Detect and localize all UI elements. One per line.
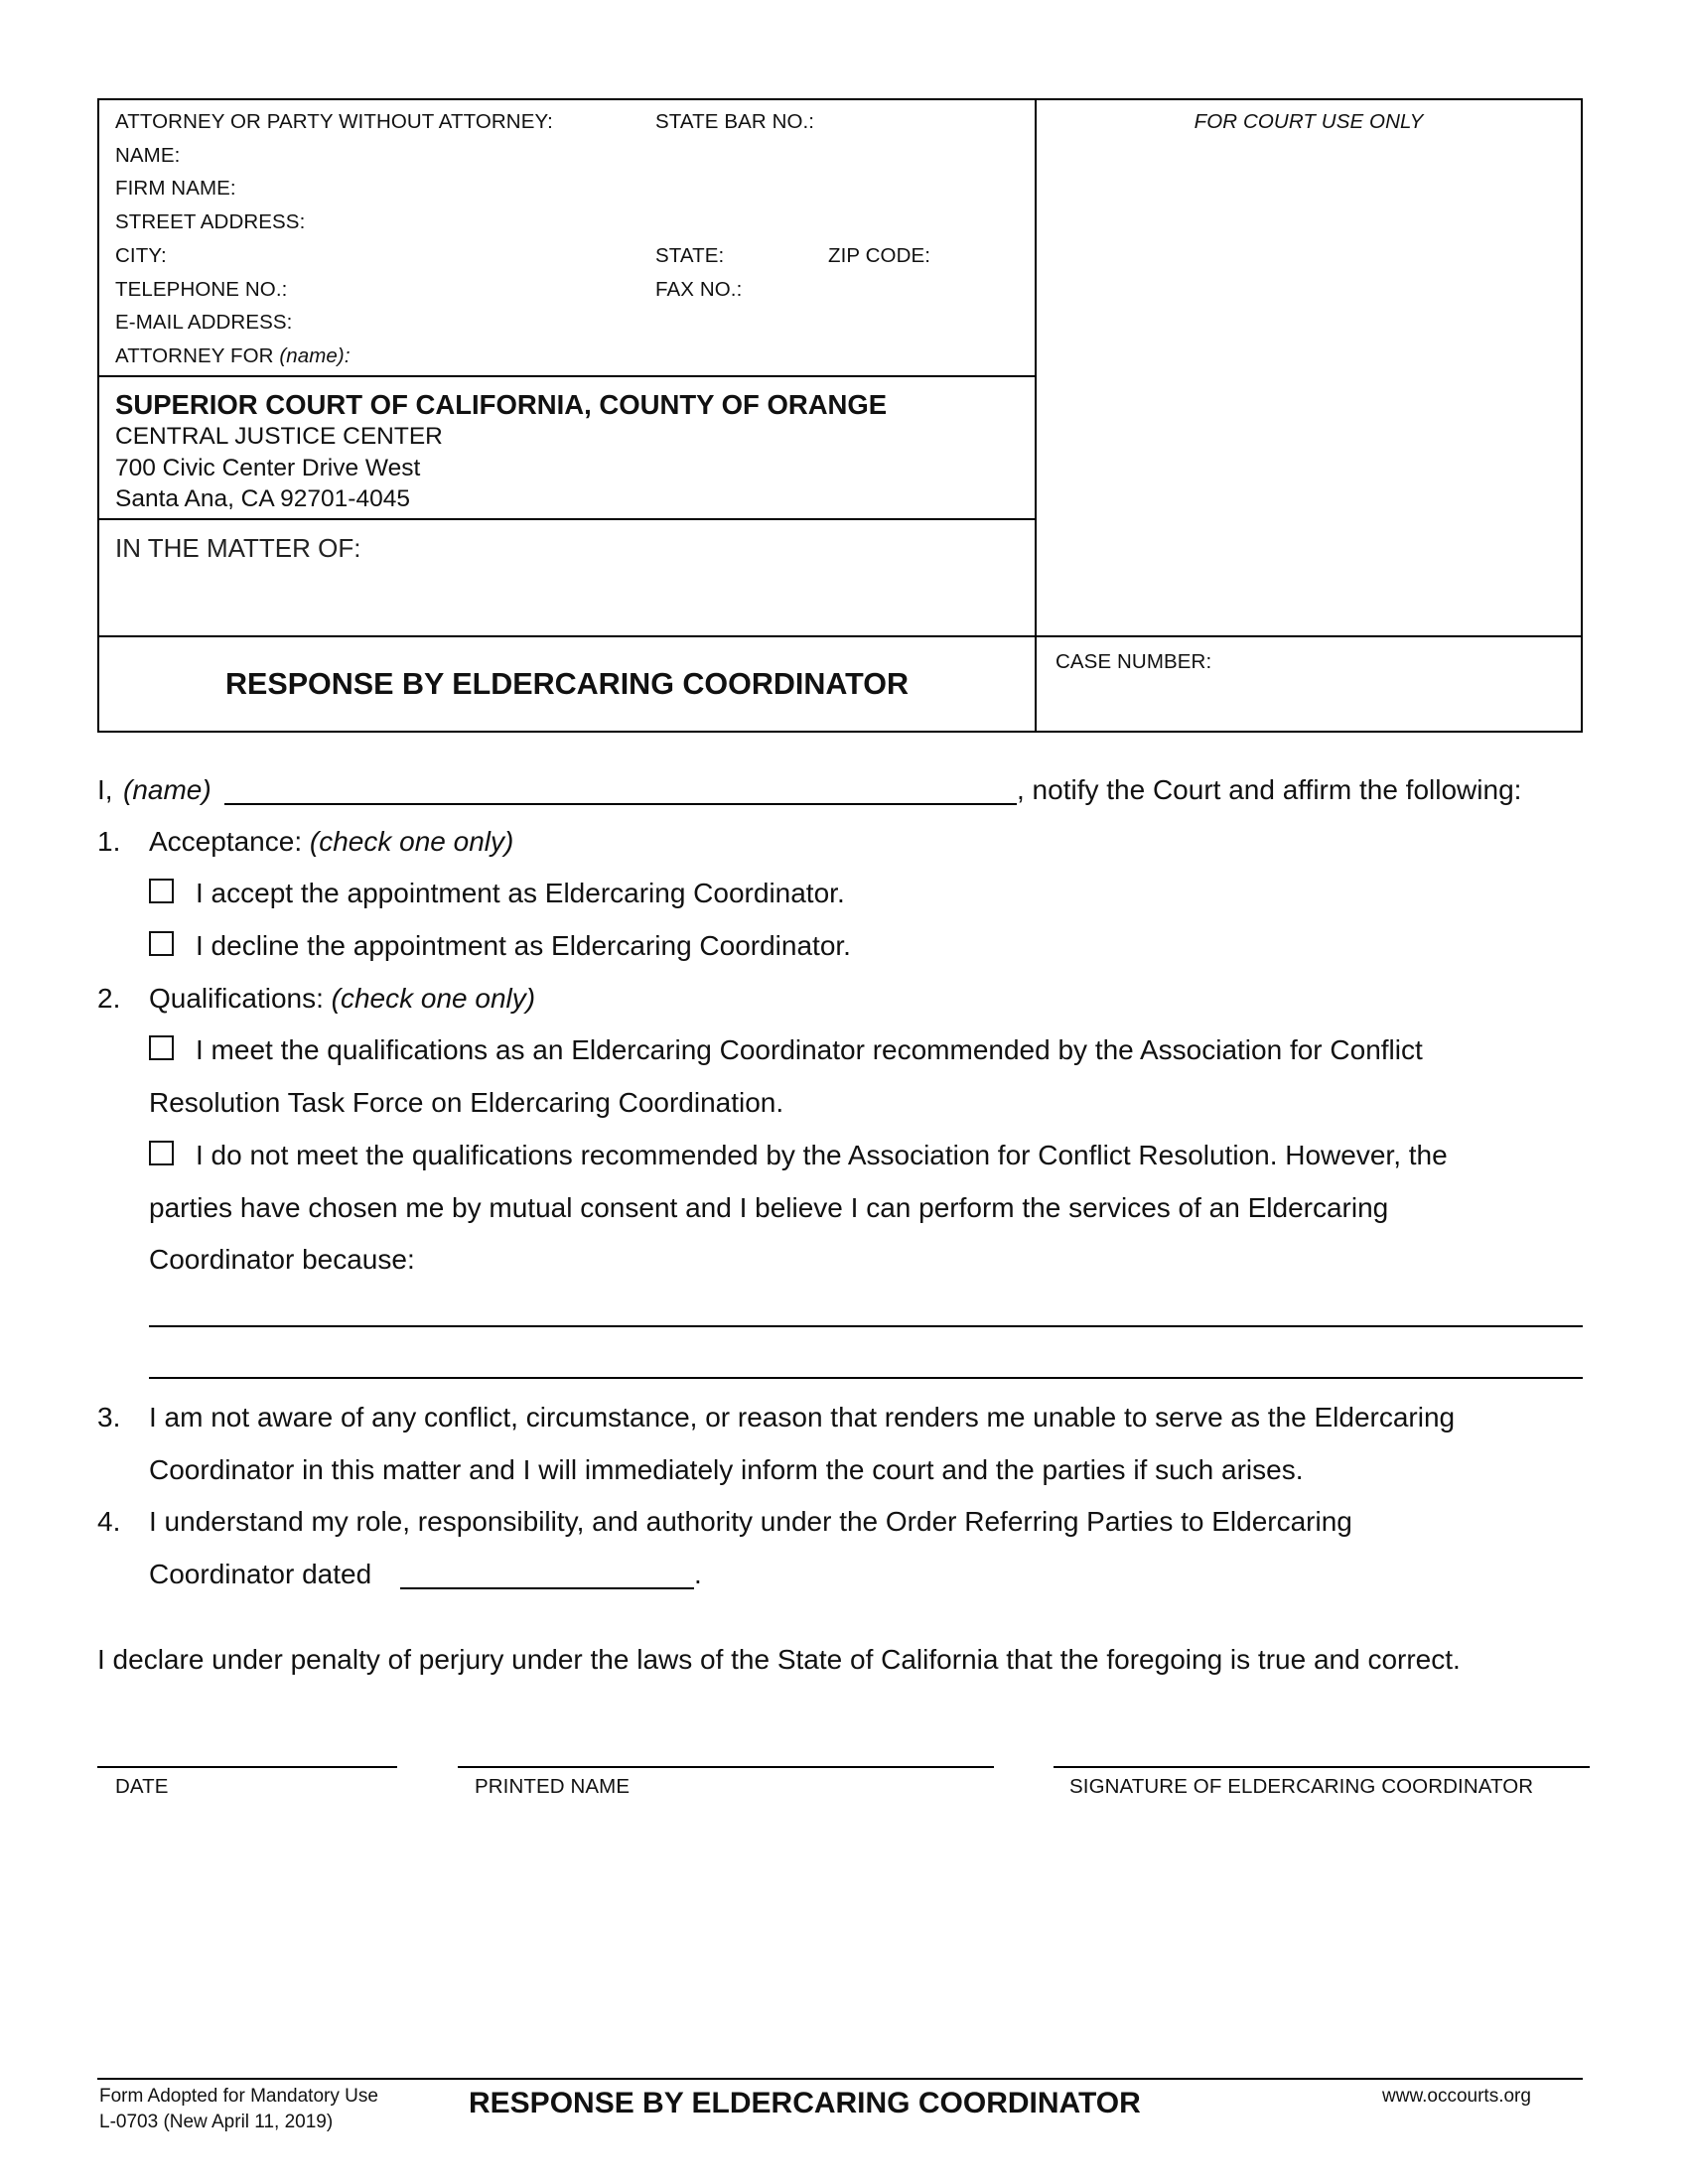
date-line[interactable] [97, 1766, 397, 1768]
not-meet-qualifications-checkbox[interactable] [149, 1141, 174, 1165]
intro-rest: , notify the Court and affirm the following: [1017, 774, 1522, 805]
item3-line1: I am not aware of any conflict, circumstance, or reason that renders me unable to serve as the Eldercaring [149, 1402, 1456, 1433]
zip-code-label: ZIP CODE: [828, 244, 931, 267]
name-field-line[interactable] [224, 803, 1017, 805]
printed-name-label: PRINTED NAME [475, 1775, 631, 1798]
printed-name-line[interactable] [458, 1766, 994, 1768]
intro-name-hint [123, 774, 211, 806]
item1-number: 1. [97, 826, 121, 857]
city-label: CITY: [115, 244, 167, 267]
attorney-label: ATTORNEY OR PARTY WITHOUT ATTORNEY: [115, 110, 553, 133]
not-meet-qualifications-line3: Coordinator because: [149, 1244, 415, 1275]
item2-heading [149, 983, 535, 1015]
attorney-for-text: ATTORNEY FOR [115, 344, 274, 367]
form-title: RESPONSE BY ELDERCARING COORDINATOR [224, 667, 910, 701]
fax-label: FAX NO.: [655, 278, 743, 301]
case-number-label: CASE NUMBER: [1055, 650, 1212, 673]
court-center: CENTRAL JUSTICE CENTER [115, 423, 443, 450]
state-label: STATE: [655, 244, 725, 267]
footer-title: RESPONSE BY ELDERCARING COORDINATOR [469, 2087, 1141, 2119]
not-meet-qualifications-line1: I do not meet the qualifications recommended by the Association for Conflict Resolution. However, the [196, 1140, 1448, 1170]
item3-line2: Coordinator in this matter and I will immediately inform the court and the parties if such arises. [149, 1454, 1304, 1485]
not-meet-qualifications-line2: parties have chosen me by mutual consent and I believe I can perform the services of an Eldercaring [149, 1192, 1389, 1223]
item2-number: 2. [97, 983, 121, 1014]
item1-label: Acceptance: [149, 826, 303, 857]
accept-checkbox[interactable] [149, 879, 174, 903]
state-bar-label: STATE BAR NO.: [655, 110, 815, 133]
footer-website[interactable]: www.occourts.org [1382, 2086, 1531, 2107]
footer-rule [97, 2078, 1583, 2080]
item3-number: 3. [97, 1402, 121, 1433]
item2-label: Qualifications: [149, 983, 324, 1014]
attorney-for-label [115, 344, 351, 368]
accept-option-text: I accept the appointment as Eldercaring Coordinator. [196, 878, 845, 908]
item4-end: . [694, 1559, 702, 1589]
intro-name-hint-text: (name) [123, 774, 211, 805]
telephone-label: TELEPHONE NO.: [115, 278, 288, 301]
signature-line[interactable] [1054, 1766, 1590, 1768]
firm-name-label: FIRM NAME: [115, 177, 236, 200]
court-name: SUPERIOR COURT OF CALIFORNIA, COUNTY OF ORANGE [115, 389, 888, 420]
item4-line2: Coordinator dated [149, 1559, 372, 1589]
court-use-only-text: FOR COURT USE ONLY [1194, 110, 1424, 133]
court-use-only-label [1035, 110, 1583, 134]
matter-label: IN THE MATTER OF: [115, 533, 361, 563]
court-street: 700 Civic Center Drive West [115, 455, 421, 481]
reason-line-1[interactable] [149, 1325, 1583, 1327]
decline-checkbox[interactable] [149, 931, 174, 956]
footer-form-id: L-0703 (New April 11, 2019) [99, 2112, 334, 2132]
decline-option-text: I decline the appointment as Eldercaring Coordinator. [196, 930, 851, 961]
item2-hint: (check one only) [331, 983, 536, 1014]
name-label: NAME: [115, 144, 181, 167]
declaration-text: I declare under penalty of perjury under the laws of the State of California that the foregoing is true and correct. [97, 1644, 1461, 1675]
item4-number: 4. [97, 1506, 121, 1537]
order-date-line[interactable] [400, 1587, 694, 1589]
meet-qualifications-line2: Resolution Task Force on Eldercaring Coordination. [149, 1087, 784, 1118]
meet-qualifications-checkbox[interactable] [149, 1035, 174, 1060]
date-label: DATE [115, 1775, 169, 1798]
item1-hint: (check one only) [309, 826, 514, 857]
signature-label: SIGNATURE OF ELDERCARING COORDINATOR [1069, 1775, 1534, 1798]
reason-line-2[interactable] [149, 1377, 1583, 1379]
item4-line1: I understand my role, responsibility, and authority under the Order Referring Parties to Eldercaring [149, 1506, 1352, 1537]
intro-i: I, [97, 774, 113, 805]
meet-qualifications-line1: I meet the qualifications as an Eldercaring Coordinator recommended by the Association for Conflict [196, 1034, 1423, 1065]
street-address-label: STREET ADDRESS: [115, 210, 306, 233]
court-city: Santa Ana, CA 92701-4045 [115, 485, 410, 512]
item1-heading [149, 826, 513, 858]
footer-adopted: Form Adopted for Mandatory Use [99, 2086, 378, 2107]
attorney-for-name-hint: (name): [279, 344, 351, 367]
email-label: E-MAIL ADDRESS: [115, 311, 293, 334]
